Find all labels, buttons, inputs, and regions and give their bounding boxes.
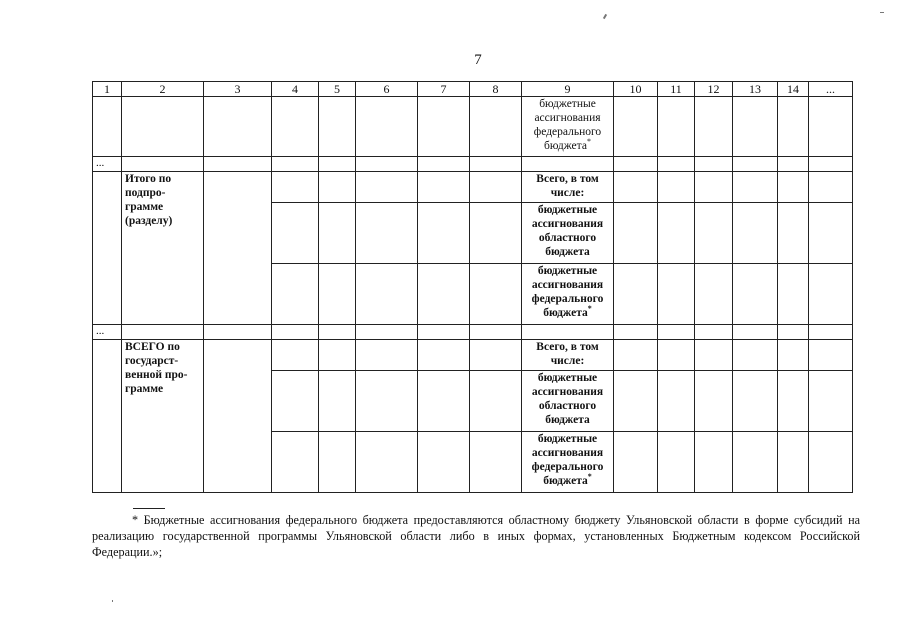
column-header: 8 (470, 82, 522, 97)
column-header: 2 (122, 82, 204, 97)
cell-regional-budget: бюджетные ассигнования областного бюджета (522, 371, 614, 432)
subprogram-total-label: Итого по подпро-грамме (разделу) (122, 172, 204, 325)
cell-regional-budget: бюджетные ассигнования областного бюджета (522, 203, 614, 264)
column-header-row (93, 82, 853, 97)
budget-table (92, 81, 853, 493)
table-row (93, 325, 853, 340)
cell-federal-budget: бюджетные ассигнования федерального бюджета* (522, 264, 614, 325)
scan-speck (112, 600, 113, 602)
program-total-label: ВСЕГО по государст-венной про-грамме (122, 340, 204, 493)
ellipsis-cell: ... (93, 325, 122, 340)
column-header: ... (809, 82, 853, 97)
ellipsis-cell: ... (93, 157, 122, 172)
cell-total: Всего, в том числе: (522, 172, 614, 203)
footnote-divider (133, 508, 165, 509)
column-header: 10 (614, 82, 658, 97)
table-row (93, 172, 853, 203)
cell-total: Всего, в том числе: (522, 340, 614, 371)
scan-speck (880, 12, 884, 13)
column-header: 7 (418, 82, 470, 97)
footnote: * Бюджетные ассигнования федерального бюджета предоставляются областному бюджету Ульяновской области в форме субсидий на реализацию государственной программы Ульяновской области либо в иных формах, установленных Бюджетным кодексом Российской Федерации.»; (92, 513, 860, 559)
table-row (93, 97, 853, 157)
table-row (93, 157, 853, 172)
column-header: 12 (695, 82, 733, 97)
column-header: 14 (778, 82, 809, 97)
scan-speck (603, 14, 607, 19)
column-header: 9 (522, 82, 614, 97)
page-number: 7 (474, 52, 482, 68)
cell-federal-budget: бюджетные ассигнования федерального бюджета* (522, 432, 614, 493)
column-header: 1 (93, 82, 122, 97)
column-header: 11 (658, 82, 695, 97)
column-header: 5 (319, 82, 356, 97)
cell-federal-budget: бюджетные ассигнования федерального бюджета* (522, 97, 614, 157)
table-row (93, 340, 853, 371)
column-header: 3 (204, 82, 272, 97)
column-header: 13 (733, 82, 778, 97)
column-header: 6 (356, 82, 418, 97)
column-header: 4 (272, 82, 319, 97)
